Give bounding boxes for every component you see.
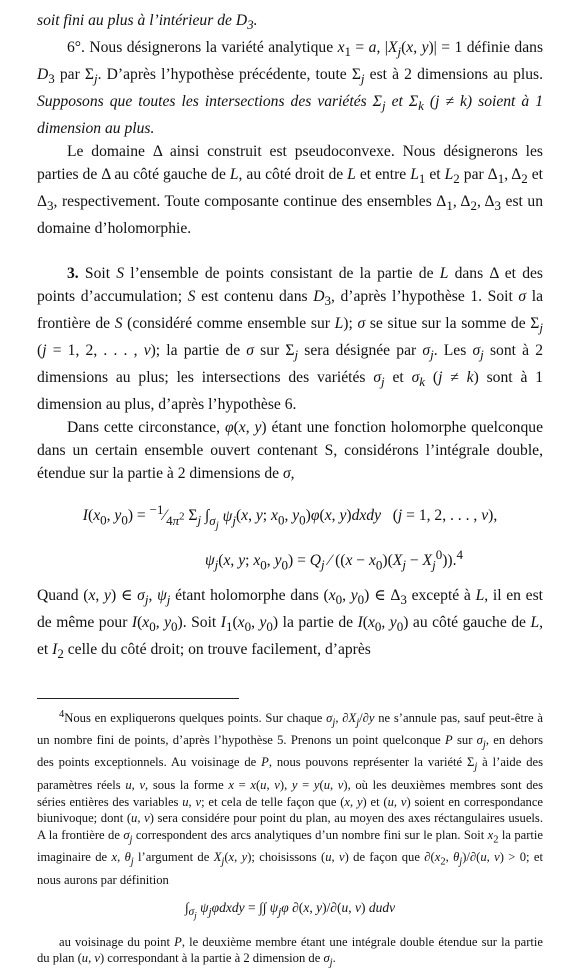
paragraph-circumstance: Dans cette circonstance, φ(x, y) étant une fonction holomorphe quelconque dans un certain ensemble ouvert contenant S, considérons l’intégrale double, étendue sur la partie à 2 dimensions de σ,	[37, 418, 543, 482]
equation-psi-kernel: $\psi_j(x$, y; $x_0$, $y_0) = Q_j$ ⁄ $((x - x_0)(X_j - X_j^0)).^4$	[204, 547, 463, 573]
paragraph-hypothesis-6: 6°. Nous désignerons la variété analytique $x_1 = a$, $|X_j(x$, y)| = 1 définie dans $D_3$ par $\Sigma_j$. D’après l’hypothèse précédente, toute $\Sigma_j$ est à 2 dimensions au plus. Supposons que toutes les intersections des variétés $\Sigma_j$ et $\Sigma_k$ (j ≠ k) soient à 1 dimension au plus.	[37, 39, 544, 138]
paper-page	[37, 10, 543, 973]
footnote-equation: $\int_{\sigma_j}$ $\psi_j\varphi dxdy$ = ∫∫ $\psi_j\varphi$ ∂(x, y)/∂(u, v) dudv	[184, 899, 396, 922]
paragraph-quand: Quand (x, y) ∈ $\sigma_j$, $\psi_j$ étant holomorphe dans ($x_0$, $y_0$) ∈ $\Delta_3$ excepté à L, il en est de même pour $I(x_0$, $y_0$). Soit $I_1(x_0$, $y_0$) la partie de $I(x_0$, $y_0$) au côté gauche de L, et $I_2$ celle du côté droit; on trouve facilement, d’après	[37, 586, 544, 661]
footnote-text: $^4$Nous en expliquerons quelques points. Sur chaque $\sigma_j$, $\partial X_j/\partial y$ ne s’annule pas, sauf peut-être à un nombre fini de points, d’après l’hypothèse 5. Prenons un point quelconque P sur $\sigma_j$, en dehors des points exceptionnels. Au voisinage de P, nous pouvons représenter la variété $\Sigma_j$ à l’aide des paramètres réels u, v, sous la forme x = x(u, v), y = y(u, v), où les deuxièmes membres sont des séries entières des variables u, v; et cela de telle façon que (x, y) et (u, v) soient en correspondance biunivoque; dont (u, v) sera considére pour point du plan, au moyen des axes réctangulaires usuels. A la frontière de $\sigma_j$ correspondent des arcs analytiques d’un nombre fini sur le plan. Soit $x_2$ la partie imaginaire de x, $\theta_j$ l’argument de $X_j(x$, y); choisissons (u, v) de façon que $\partial(x_2$, $\theta_j)/\partial(u$, v) > 0; et nous aurons par définition	[37, 708, 544, 887]
equation-double-integral: $I(x_0$, $y_0$) = $^{-1}⁄_{4\pi^2}$ $\Sigma_j$ $\int_{\sigma_j}$ $\psi_j(x$, y; $x_0$, $y_0)\varphi(x$, y)dxdy (j = 1, 2, . . . , ν),	[82, 502, 498, 532]
footnote-4	[37, 707, 543, 973]
footnote-separator	[37, 698, 239, 699]
paragraph-domain-delta: Le domaine Δ ainsi construit est pseudoconvexe. Nous désignerons les parties de Δ au côté gauche de L, au côté droit de L et entre $L_1$ et $L_2$ par $\Delta_1$, $\Delta_2$ et $\Delta_3$, respectivement. Toute composante continue des ensembles $\Delta_1$, $\Delta_2$, $\Delta_3$ est un domaine d’holomorphie.	[37, 142, 543, 237]
paragraph-section-3: 3. Soit S l’ensemble de points consistant de la partie de L dans Δ et des points d’accumulation; S est contenu dans $D_3$, d’après l’hypothèse 1. Soit σ la frontière de S (considéré comme ensemble sur L); σ se situe sur la somme de $\Sigma_j$ (j = 1, 2, . . . , ν); la partie de σ sur $\Sigma_j$ sera désignée par $\sigma_j$. Les $\sigma_j$ sont à 2 dimensions au plus; les intersections des variétés $\sigma_j$ et $\sigma_k$ (j ≠ k) sont à 1 dimension au plus, d’après l’hypothèse 6.	[37, 264, 544, 413]
footnote-conclusion: au voisinage du point P, le deuxième membre étant une intégrale double étendue sur la partie du plan (u, v) correspondant à la partie à 2 dimension de $\sigma_j$.	[37, 934, 543, 969]
paragraph-continuation: soit fini au plus à l’intérieur de $D_3$.	[37, 12, 258, 33]
